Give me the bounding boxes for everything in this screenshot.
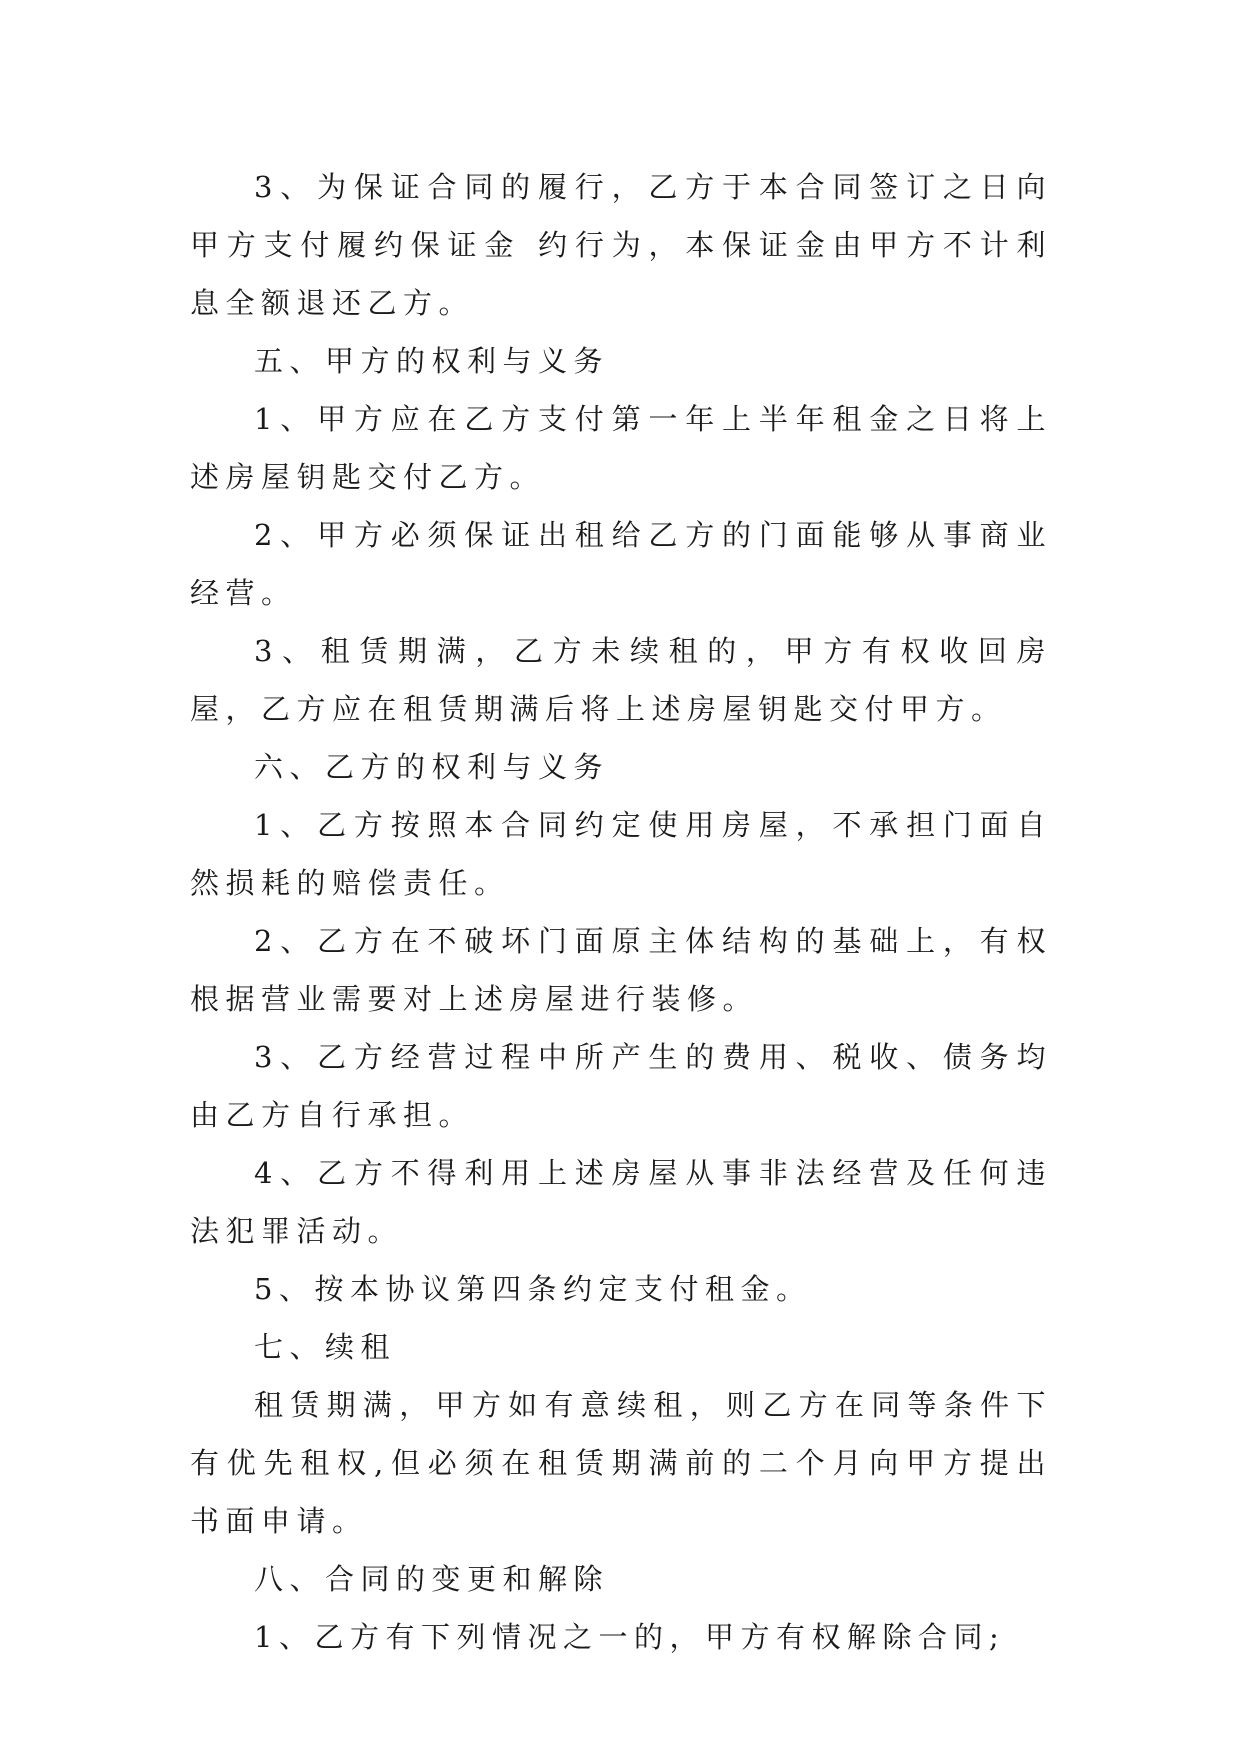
paragraph-renewal: 租赁期满，甲方如有意续租，则乙方在同等条件下有优先租权,但必须在租赁期满前的二个月向甲方提出书面申请。 <box>190 1388 1052 1538</box>
section-heading-renewal: 七、续租 <box>254 1330 397 1364</box>
document-page <box>190 158 1052 1666</box>
paragraph-b3: 3、乙方经营过程中所产生的费用、税收、债务均由乙方自行承担。 <box>190 1040 1052 1132</box>
paragraph-deposit: 3、为保证合同的履行，乙方于本合同签订之日向甲方支付履约保证金 约行为，本保证金由甲方不计利息全额退还乙方。 <box>190 170 1052 320</box>
section-heading-party-b-rights: 六、乙方的权利与义务 <box>254 750 610 784</box>
paragraph-b2: 2、乙方在不破坏门面原主体结构的基础上，有权根据营业需要对上述房屋进行装修。 <box>190 924 1052 1016</box>
paragraph-b1: 1、乙方按照本合同约定使用房屋，不承担门面自然损耗的赔偿责任。 <box>190 808 1052 900</box>
section-heading-change-termination: 八、合同的变更和解除 <box>254 1562 610 1596</box>
paragraph-termination-1: 1、乙方有下列情况之一的，甲方有权解除合同; <box>254 1620 1006 1654</box>
paragraph-a1: 1、甲方应在乙方支付第一年上半年租金之日将上述房屋钥匙交付乙方。 <box>190 402 1052 494</box>
paragraph-a2: 2、甲方必须保证出租给乙方的门面能够从事商业经营。 <box>190 518 1052 610</box>
paragraph-a3: 3、租赁期满，乙方未续租的，甲方有权收回房屋，乙方应在租赁期满后将上述房屋钥匙交付甲方。 <box>190 634 1052 726</box>
section-heading-party-a-rights: 五、甲方的权利与义务 <box>254 344 610 378</box>
paragraph-b4: 4、乙方不得利用上述房屋从事非法经营及任何违法犯罪活动。 <box>190 1156 1052 1248</box>
paragraph-b5: 5、按本协议第四条约定支付租金。 <box>254 1272 812 1306</box>
